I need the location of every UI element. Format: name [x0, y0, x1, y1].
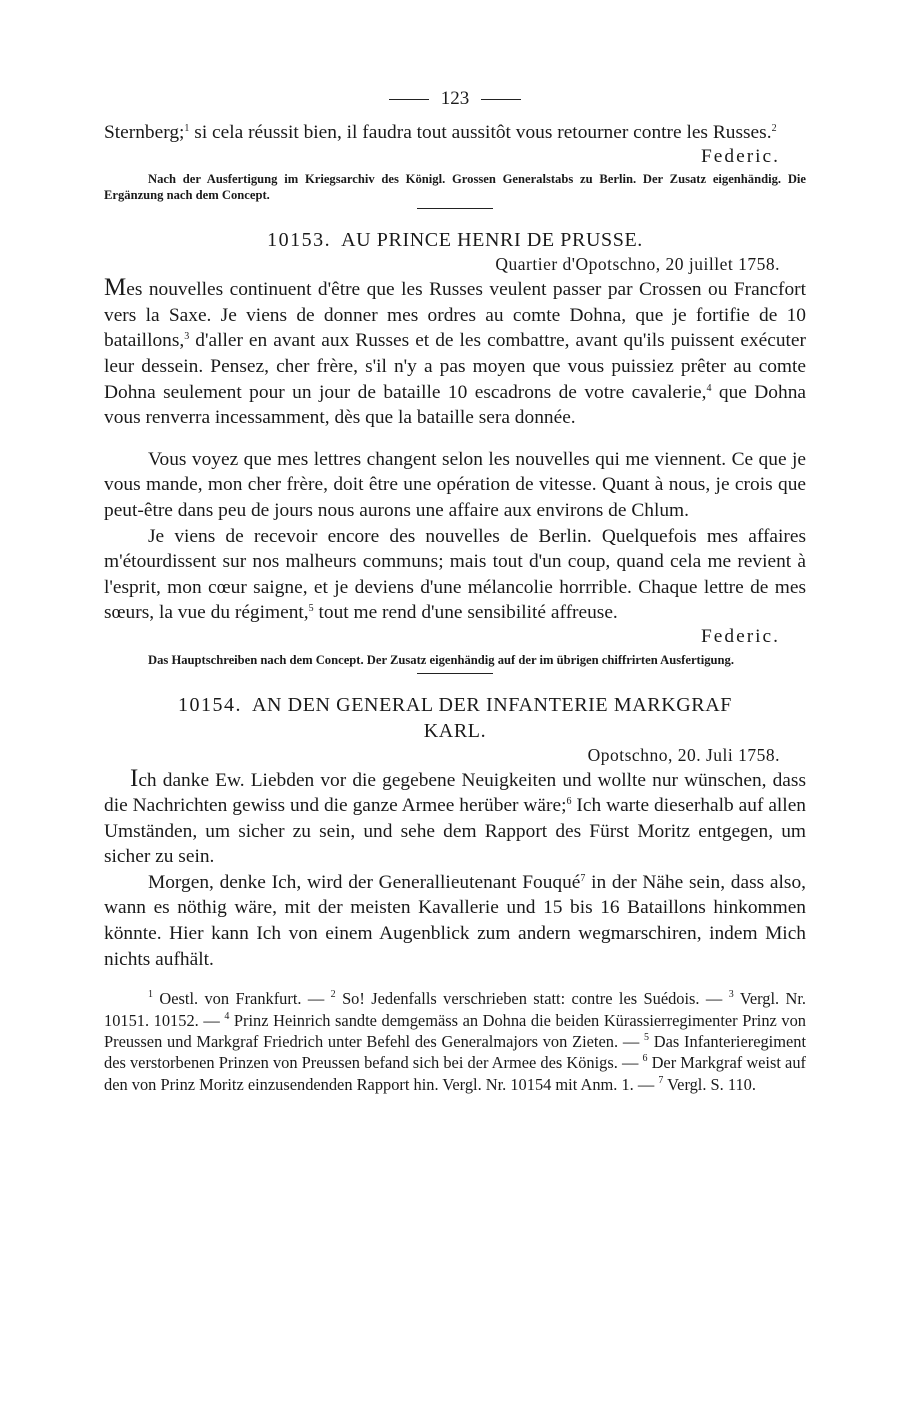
footnote-ref: 7	[580, 872, 586, 884]
paragraph-text: Morgen, denke Ich, wird der Generallieutenant Fouqué	[148, 871, 581, 893]
footnote-number: 6	[642, 1053, 648, 1065]
footnote-number: 1	[148, 989, 153, 1001]
source-note: Nach der Ausfertigung im Kriegsarchiv des Königl. Grossen Generalstabs zu Berlin. Der Zusatz eigenhändig. Die Ergänzung nach dem Concept.	[104, 172, 806, 203]
footnote-text: Vergl. Nr. 10151. 10152. —	[104, 989, 807, 1030]
letter-number: 10154.	[177, 693, 242, 716]
footnote-ref: 1	[184, 123, 190, 134]
footnote-number: 4	[224, 1010, 230, 1022]
footnote-block	[104, 988, 806, 1095]
drop-cap: M	[104, 274, 127, 302]
paragraph-gap	[104, 431, 806, 447]
letter-heading	[104, 227, 806, 253]
dateline: Quartier d'Opotschno, 20 juillet 1758.	[495, 254, 780, 275]
footnote-text: Der Markgraf weist auf den von Prinz Moritz einzusendenden Rapport hin. Vergl. Nr. 10154 mit Anm. 1. —	[104, 1053, 806, 1094]
drop-cap: I	[130, 764, 139, 792]
dateline: Opotschno, 20. Juli 1758.	[587, 744, 780, 765]
footnotes	[104, 988, 806, 1095]
footnote-number: 2	[330, 989, 336, 1001]
body-paragraph	[104, 870, 806, 972]
footnote-number: 5	[644, 1032, 649, 1044]
footnote-ref: 2	[771, 123, 777, 134]
document-page	[104, 84, 806, 1095]
letter-number: 10153.	[267, 229, 332, 252]
page-header	[104, 84, 806, 114]
paragraph-text: ch danke Ew. Liebden vor die gegebene Neuigkeiten und wollte nur wünschen, dass die Nachrichten gewiss und die ganze Armee herüber wäre;	[104, 769, 806, 817]
signature: Federic.	[701, 625, 780, 647]
page-number: 123	[440, 88, 470, 109]
footnote-number: 3	[728, 989, 734, 1001]
footnote-text: Prinz Heinrich sandte demgemäss an Dohna die beiden Kürassierregimenter Prinz von Preussen und Markgraf Friedrich unter Befehl des Generalmajors von Zieten. —	[104, 1010, 806, 1052]
separator-rule	[417, 208, 493, 209]
footnote-ref: 5	[308, 603, 314, 615]
continuation-text: si cela réussit bien, il faudra tout aussitôt vous retourner contre les Russes.	[189, 122, 772, 143]
continuation-paragraph	[104, 120, 806, 146]
footnote-number: 7	[658, 1074, 664, 1086]
letter-title: AU PRINCE HENRI DE PRUSSE.	[341, 229, 643, 252]
footnote-text: Das Infanterieregiment des verstorbenen Prinzen von Preussen befand sich bei der Armee des Königs. —	[104, 1032, 806, 1073]
letter-heading	[104, 692, 806, 744]
footnote-ref: 3	[184, 331, 190, 343]
paragraph-text: tout me rend d'une sensibilité affreuse.	[313, 602, 618, 624]
paragraph-text: Je viens de recevoir encore des nouvelles de Berlin. Quelquefois mes affaires m'étourdissent sur nos malheurs communs; mais tout d'un coup, quand cela me revient à l'esprit, mon cœur saigne, et je deviens d'une mélancolie horrrible. Chaque lettre de mes sœurs, la vue du régiment,	[104, 525, 806, 624]
footnote-ref: 4	[706, 382, 712, 394]
source-note: Das Hauptschreiben nach dem Concept. Der Zusatz eigenhändig auf der im übrigen chiffrirten Ausfertigung.	[148, 652, 734, 667]
paragraph-text: d'aller en avant aux Russes et de les combattre, avant qu'ils puissent exécuter leur dessein. Pensez, cher frère, s'il n'y a pas moyen que vous puissiez prêter au comte Dohna seulement pour un jour de bataille 10 escadrons de votre cavalerie,	[104, 330, 806, 403]
body-paragraph	[104, 524, 806, 626]
header-dash-right	[481, 99, 521, 100]
header-dash-left	[389, 99, 429, 100]
paragraph-text: es nouvelles continuent d'être que les Russes veulent passer par Crossen ou Francfort vers la Saxe. Je viens de donner mes ordres au comte Dohna, que je fortifie de 10 bataillons,	[104, 279, 806, 352]
footnote-ref: 6	[566, 796, 572, 808]
letter-title: KARL.	[423, 719, 487, 742]
signature: Federic.	[701, 145, 780, 167]
paragraph-text: in der Nähe sein, dass also, wann es nöthig wäre, mit der meisten Kavallerie und 15 bis 16 Bataillons hinkommen könnte. Hier kann Ich von einem Augenblick zum andern wegmarschiren, indem Mich nichts aufhält.	[104, 871, 807, 970]
footnote-text: So! Jedenfalls verschrieben statt: contre les Suédois. —	[335, 989, 729, 1009]
continuation-text: Sternberg;	[104, 122, 185, 143]
paragraph-text: que Dohna vous renverra incessamment, dès que la bataille sera donnée.	[104, 381, 807, 429]
footnote-text: Oestl. von Frankfurt. —	[153, 989, 331, 1009]
letter-title: AN DEN GENERAL DER INFANTERIE MARKGRAF	[251, 693, 732, 716]
body-paragraph: Vous voyez que mes lettres changent selon les nouvelles qui me viennent. Ce que je vous mande, mon cher frère, doit être une opération de vitesse. Quant à nous, je crois que peut-être dans peu de jours nous aurons une affaire aux environs de Chlum.	[104, 448, 806, 521]
body-paragraph	[104, 275, 806, 431]
footnote-text: Vergl. S. 110.	[663, 1074, 756, 1094]
body-paragraph	[104, 766, 806, 870]
separator-rule	[417, 673, 493, 674]
paragraph-text: Ich warte dieserhalb auf allen Umständen, um sicher zu sein, und sehe dem Rapport des Fürst Moritz entgegen, um sicher zu sein.	[104, 795, 806, 868]
